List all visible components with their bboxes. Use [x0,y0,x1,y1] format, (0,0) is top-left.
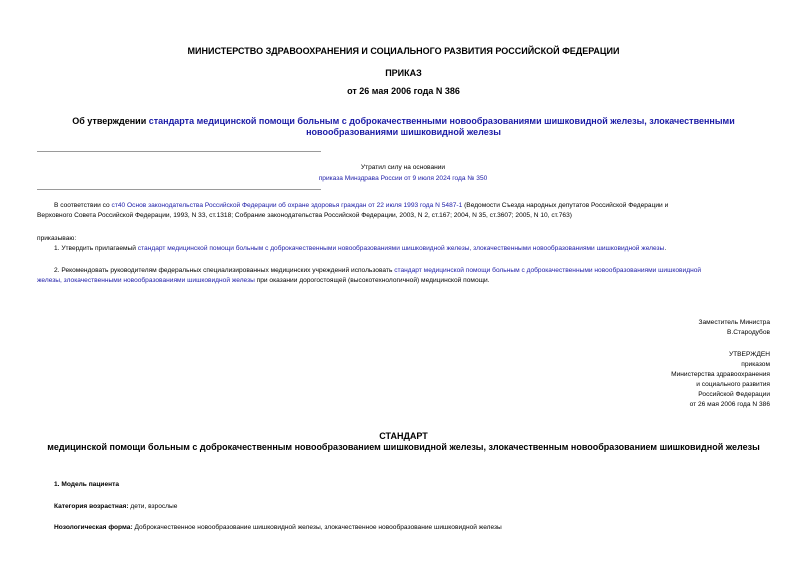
approval-line-6: от 26 мая 2006 года N 386 [689,401,770,408]
item2-standard-link-cont[interactable]: железы, злокачественными новообразованиями шишковидной железы [37,277,255,284]
doc-date-number: от 26 мая 2006 года N 386 [347,86,460,96]
subject-link[interactable]: стандарта медицинской помощи больным с доброкачественными новообразованиями шишковидной железы, злокачественными [148,116,735,126]
approval-line-4: и социального развития [696,381,770,388]
approval-line-1: УТВЕРЖДЕН [728,351,770,358]
doc-subject [0,116,807,138]
item1-standard-link[interactable]: стандарт медицинской помощи больным с доброкачественными новообразованиями шишковидной железы, злокачественными новообразованиями шишковидной железы [137,245,665,252]
ministry-title: МИНИСТЕРСТВО ЗДРАВООХРАНЕНИЯ И СОЦИАЛЬНОГО РАЗВИТИЯ РОССИЙСКОЙ ФЕДЕРАЦИИ [187,46,620,56]
item1-suffix: . [664,245,667,252]
doc-type: ПРИКАЗ [385,68,422,78]
preamble-line2: Верховного Совета Российской Федерации, 1993, N 33, ст.1318; Собрание законодательства Российской Федерации, 2003, N 2, ст.167; 2004, N 35, ст.3607; 2005, N 10, ст.763) [37,212,572,219]
age-label: Категория возрастная: [54,503,129,510]
preamble [37,201,770,211]
nosological-form [54,523,502,533]
status-repeal-link[interactable]: приказа Минздрава России от 9 июля 2024 года № 350 [318,175,488,182]
item2-standard-link[interactable]: стандарт медицинской помощи больным с доброкачественными новообразованиями шишковидной [394,267,702,274]
approval-line-2: приказом [741,361,770,368]
divider-top [37,151,321,152]
age-category [54,502,177,512]
order-item-2-cont [37,276,770,286]
preamble-suffix: (Ведомости Съезда народных депутатов Российской Федерации и [462,202,669,209]
divider-bottom [37,189,321,190]
age-value: дети, взрослые [128,503,178,510]
subject-prefix: Об утверждении [72,116,149,126]
noso-label: Нозологическая форма: [54,524,133,531]
order-intro: приказываю: [37,235,77,242]
approval-line-5: Российской Федерации [698,391,770,398]
standard-title: СТАНДАРТ [379,431,428,441]
section-patient-model: 1. Модель пациента [54,481,119,488]
preamble-law-link[interactable]: ст40 Основ законодательства Российской Федерации об охране здоровья граждан от 22 июля 1993 года N 5487-1 [111,202,463,209]
standard-subtitle: медицинской помощи больным с доброкачественным новообразованием шишковидной железы, злокачественным новообразованием шишковидной железы [47,442,760,452]
approval-line-3: Министерства здравоохранения [671,371,770,378]
order-item-2 [37,266,770,276]
signature-title: Заместитель Министра [698,319,770,326]
status-text: Утратил силу на основании [360,164,446,171]
subject-link-cont[interactable]: новообразованиями шишковидной железы [306,127,501,137]
item1-prefix: 1. Утвердить прилагаемый [54,245,138,252]
preamble-prefix: В соответствии со [54,202,112,209]
item2-suffix: при оказании дорогостоящей (высокотехнологичной) медицинской помощи. [254,277,490,284]
noso-value: Доброкачественное новообразование шишковидной железы, злокачественное новообразование шишковидной железы [132,524,502,531]
signature-name: В.Стародубов [727,329,770,336]
order-item-1 [54,244,770,254]
item2-prefix: 2. Рекомендовать руководителям федеральных специализированных медицинских учреждений использовать [54,267,395,274]
